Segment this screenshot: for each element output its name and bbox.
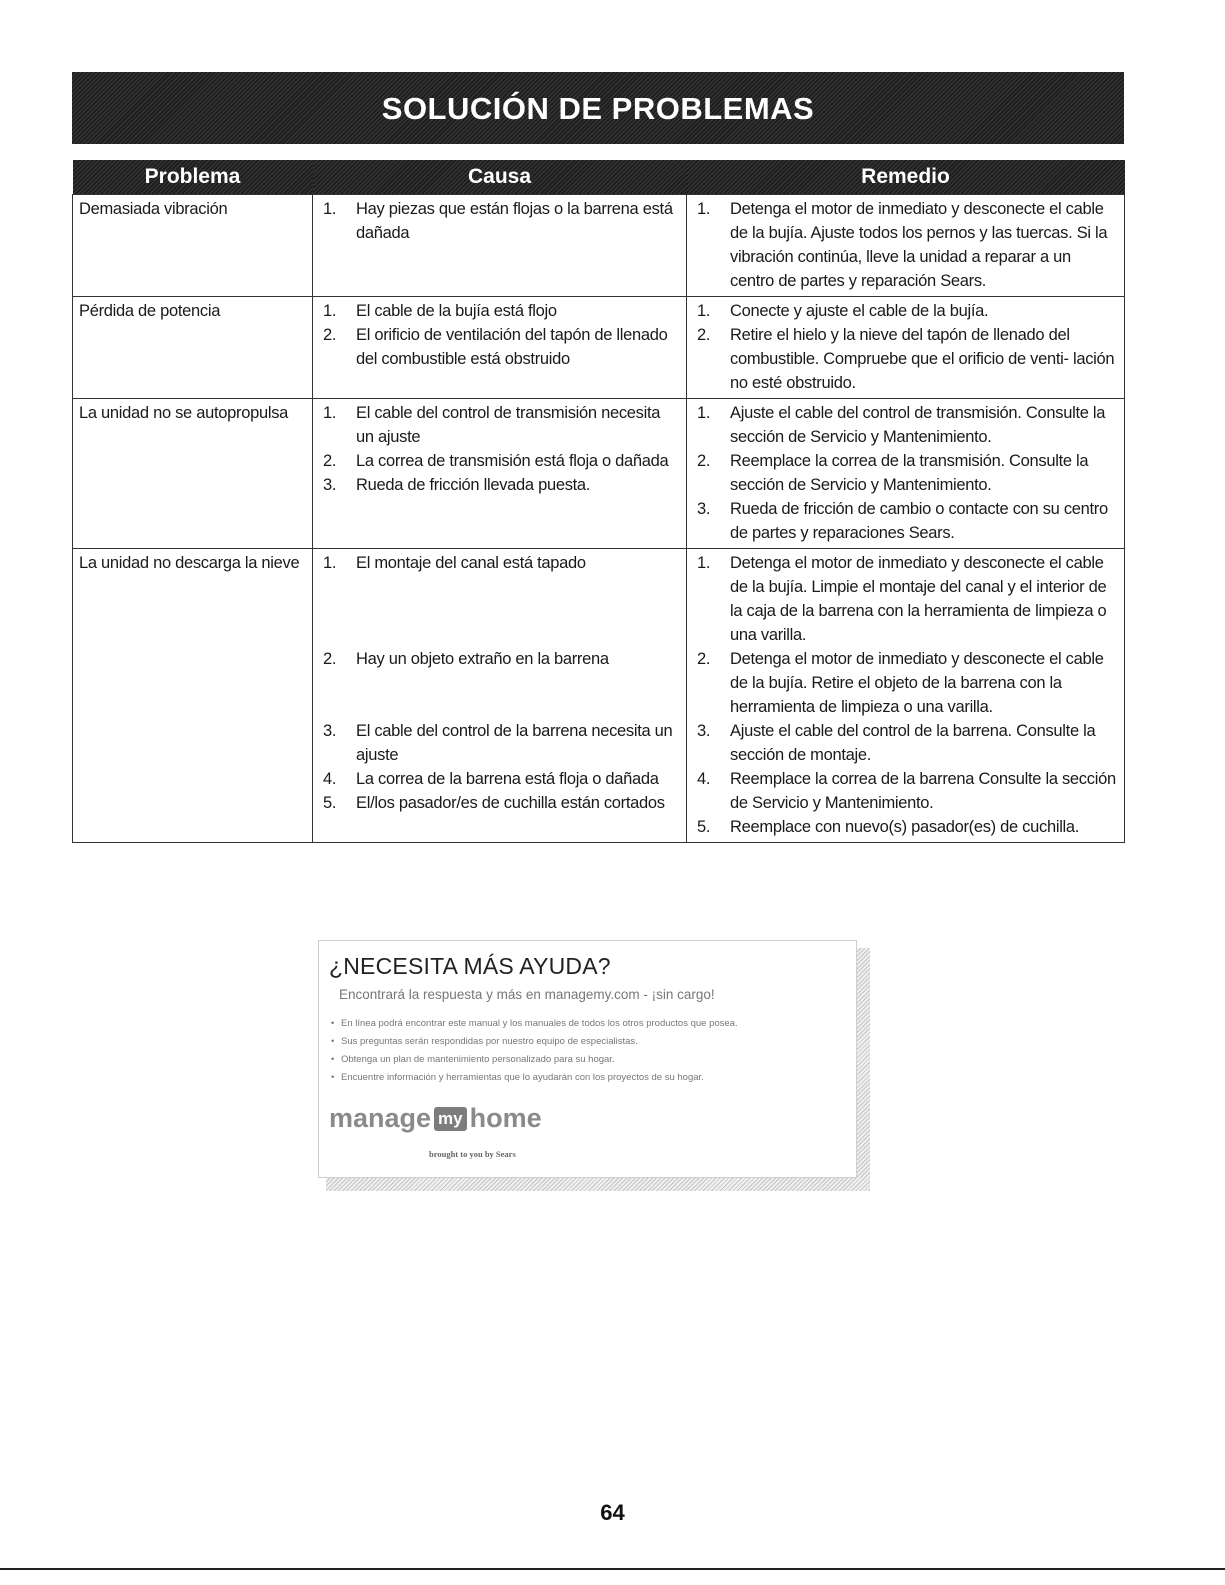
- cause-item: 2. El orificio de ventilación del tapón de llenado del combustible está obstruido: [323, 326, 668, 368]
- cause-cell: [313, 195, 687, 297]
- remedy-item: 4. Reemplace la correa de la barrena Consulte la sección de Servicio y Mantenimiento.: [697, 770, 1116, 812]
- remedy-item: 1. Detenga el motor de inmediato y desconecte el cable de la bujía. Limpie el montaje del canal y el interior de la caja de la barrena con la herramienta de limpieza o una varilla.: [697, 554, 1107, 644]
- remedy-item: 3. Rueda de fricción de cambio o contacte con su centro de partes y reparaciones Sears.: [697, 500, 1108, 542]
- remedy-cell: [687, 549, 1125, 843]
- logo-tagline: brought to you by Sears: [429, 1149, 516, 1159]
- list-item: • Obtenga un plan de mantenimiento personalizado para su hogar.: [331, 1051, 738, 1069]
- cause-item: 1. El cable del control de transmisión necesita un ajuste: [323, 404, 661, 446]
- cause-item: 1. Hay piezas que están flojas o la barrena está dañada: [323, 200, 673, 242]
- page-number: 64: [600, 1500, 625, 1525]
- remedy-item: 5. Reemplace con nuevo(s) pasador(es) de cuchilla.: [697, 818, 1080, 836]
- problem-cell: Pérdida de potencia: [73, 297, 313, 399]
- cause-cell: [313, 297, 687, 399]
- header-problema: Problema: [73, 160, 313, 195]
- help-title: ¿NECESITA MÁS AYUDA?: [329, 953, 611, 979]
- bullet-icon: •: [331, 1072, 335, 1083]
- bottom-divider: [0, 1568, 1225, 1570]
- cause-cell: [313, 549, 687, 843]
- table-row: [73, 297, 1125, 399]
- cause-item: 5. El/los pasador/es de cuchilla están cortados: [323, 794, 665, 812]
- cause-item: 4. La correa de la barrena está floja o dañada: [323, 770, 659, 788]
- cause-item: 2. La correa de transmisión está floja o dañada: [323, 452, 669, 470]
- cause-cell: [313, 399, 687, 549]
- cause-item: 3. El cable del control de la barrena necesita un ajuste: [323, 722, 673, 764]
- remedy-item: 2. Detenga el motor de inmediato y desconecte el cable de la bujía. Retire el objeto de la barrena con la herramienta de limpieza o una varilla.: [697, 650, 1104, 716]
- page-title: SOLUCIÓN DE PROBLEMAS: [381, 91, 815, 126]
- bullet-icon: •: [331, 1036, 335, 1047]
- page-title-bar: [72, 72, 1124, 144]
- remedy-cell: [687, 399, 1125, 549]
- help-subtitle: Encontrará la respuesta y más en managemy.com - ¡sin cargo!: [339, 987, 715, 1002]
- cause-item: 3. Rueda de fricción llevada puesta.: [323, 476, 591, 494]
- list-item: • Encuentre información y herramientas que lo ayudarán con los proyectos de su hogar.: [331, 1069, 738, 1087]
- header-remedio: Remedio: [687, 160, 1125, 195]
- remedy-item: 2. Retire el hielo y la nieve del tapón de llenado del combustible. Compruebe que el orificio de venti- lación no esté obstruido.: [697, 326, 1115, 392]
- remedy-item: 1. Conecte y ajuste el cable de la bujía.: [697, 302, 989, 320]
- cause-item: 1. El cable de la bujía está flojo: [323, 302, 557, 320]
- cause-item: 1. El montaje del canal está tapado: [323, 554, 586, 572]
- header-causa: Causa: [313, 160, 687, 195]
- remedy-item: 1. Ajuste el cable del control de transmisión. Consulte la sección de Servicio y Mantenimiento.: [697, 404, 1106, 446]
- problem-cell: La unidad no se autopropulsa: [73, 399, 313, 549]
- table-row: [73, 549, 1125, 843]
- managemyhome-logo: manage my home: [329, 1103, 542, 1133]
- help-box: [318, 940, 857, 1178]
- list-item: • Sus preguntas serán respondidas por nuestro equipo de especialistas.: [331, 1033, 738, 1051]
- help-bullet-list: [331, 1015, 738, 1087]
- remedy-item: 1. Detenga el motor de inmediato y desconecte el cable de la bujía. Ajuste todos los pernos y las tuercas. Si la vibración continúa, lleve la unidad a reparar a un centro de partes y reparación Sears.: [697, 200, 1108, 290]
- remedy-item: 2. Reemplace la correa de la transmisión. Consulte la sección de Servicio y Mantenimiento.: [697, 452, 1089, 494]
- troubleshooting-table: [72, 160, 1125, 843]
- bullet-icon: •: [331, 1054, 335, 1065]
- list-item: • En línea podrá encontrar este manual y los manuales de todos los otros productos que posea.: [331, 1015, 738, 1033]
- problem-cell: La unidad no descarga la nieve: [73, 549, 313, 843]
- help-box-shadow: [856, 948, 870, 1184]
- problem-cell: Demasiada vibración: [73, 195, 313, 297]
- help-box-shadow: [326, 1177, 870, 1191]
- remedy-item: 3. Ajuste el cable del control de la barrena. Consulte la sección de montaje.: [697, 722, 1096, 764]
- bullet-icon: •: [331, 1018, 335, 1029]
- table-row: [73, 399, 1125, 549]
- cause-item: 2. Hay un objeto extraño en la barrena: [323, 650, 609, 668]
- remedy-cell: [687, 195, 1125, 297]
- table-row: [73, 195, 1125, 297]
- remedy-cell: [687, 297, 1125, 399]
